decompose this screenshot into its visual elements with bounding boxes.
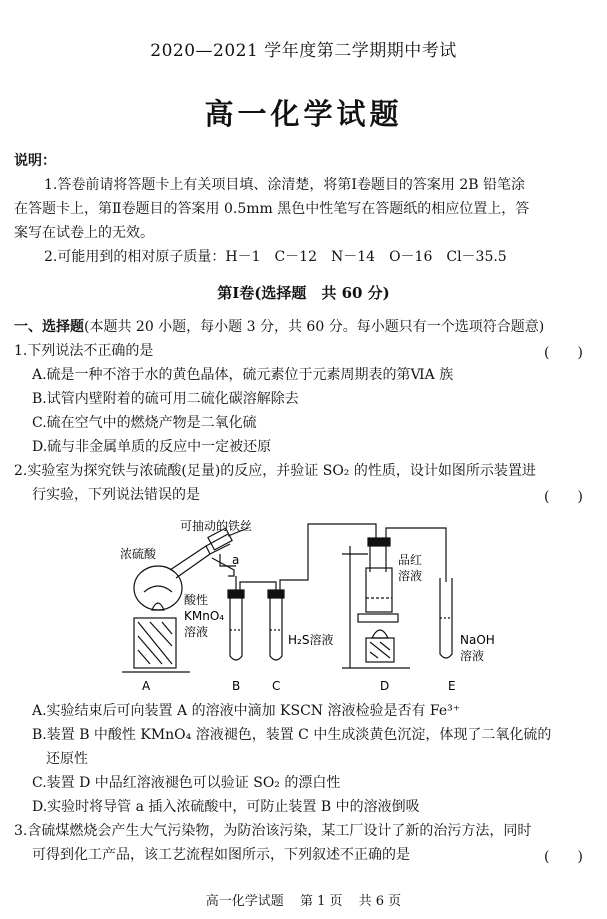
q1-option-b: B.试管内壁附着的硫可用二硫化碳溶解除去 bbox=[32, 391, 299, 407]
label-d: D bbox=[380, 679, 390, 693]
q1-option-d: D.硫与非金属单质的反应中一定被还原 bbox=[32, 439, 272, 455]
q1-option-a: A.硫是一种不溶于水的黄色晶体，硫元素位于元素周期表的第ⅥA 族 bbox=[32, 367, 454, 383]
exam-subtitle: 2020—2021 学年度第二学期期中考试 bbox=[150, 41, 457, 61]
test-tube-b bbox=[228, 576, 244, 660]
footer-title: 高一化学试题 bbox=[205, 894, 284, 909]
instruction-1-line-3: 案写在试卷上的无效。 bbox=[14, 225, 154, 241]
label-naoh-2: 溶液 bbox=[460, 649, 485, 663]
section-heading bbox=[14, 318, 544, 336]
label-kmno4-2: KMnO₄ bbox=[184, 609, 225, 623]
label-h2s: H₂S溶液 bbox=[288, 633, 334, 647]
footer-page-number: 第 1 页 bbox=[299, 894, 343, 909]
q2-stem-line-1: 2.实验室为探究铁与浓硫酸(足量)的反应，并验证 SO₂ 的性质，设计如图所示装置进 bbox=[14, 463, 536, 479]
label-pinhong-2: 溶液 bbox=[398, 569, 423, 583]
label-iron-wire: 可抽动的铁丝 bbox=[180, 519, 253, 533]
label-pinhong-1: 品红 bbox=[398, 553, 423, 567]
test-tube-c bbox=[268, 590, 284, 660]
part1-heading: 第Ⅰ卷(选择题 共 60 分) bbox=[217, 284, 390, 302]
label-kmno4-1: 酸性 bbox=[184, 593, 209, 607]
label-tube-a: a bbox=[232, 553, 240, 567]
burner-a bbox=[122, 603, 190, 672]
q2-option-b: B.装置 B 中酸性 KMnO₄ 溶液褪色，装置 C 中生成淡黄色沉淀，体现了二氧化硫的 bbox=[32, 727, 552, 743]
q2-answer-blank[interactable]: ( ) bbox=[544, 489, 583, 505]
exam-title: 高一化学试题 bbox=[204, 97, 403, 131]
label-kmno4-3: 溶液 bbox=[184, 625, 209, 639]
q1-stem: 1.下列说法不正确的是 bbox=[14, 343, 154, 359]
q2-option-b-cont: 还原性 bbox=[32, 751, 88, 767]
footer-total-pages: 共 6 页 bbox=[358, 894, 402, 909]
q2-apparatus-figure bbox=[110, 518, 510, 696]
q2-option-c: C.装置 D 中品红溶液褪色可以验证 SO₂ 的漂白性 bbox=[32, 775, 341, 791]
q2-stem-line-2: 行实验，下列说法错误的是 bbox=[32, 487, 200, 503]
q3-answer-blank[interactable]: ( ) bbox=[544, 849, 583, 865]
label-b: B bbox=[232, 679, 241, 693]
section-label: 一、选择题 bbox=[14, 319, 84, 335]
label-conc-acid: 浓硫酸 bbox=[120, 547, 157, 561]
instruction-1-line-2: 在答题卡上，第Ⅱ卷题目的答案用 0.5mm 黑色中性笔写在答题纸的相应位置上，答 bbox=[14, 201, 530, 217]
label-naoh-1: NaOH bbox=[460, 633, 495, 647]
q3-stem-line-2: 可得到化工产品，该工艺流程如图所示，下列叙述不正确的是 bbox=[32, 847, 410, 863]
label-c: C bbox=[272, 679, 281, 693]
label-a: A bbox=[142, 679, 151, 693]
instructions-heading: 说明： bbox=[14, 153, 56, 169]
q2-option-d: D.实验时将导管 a 插入浓硫酸中，可防止装置 B 中的溶液倒吸 bbox=[32, 799, 420, 815]
test-tube-e bbox=[440, 578, 452, 658]
instruction-1-line-1: 1.答卷前请将答题卡上有关项目填、涂清楚，将第Ⅰ卷题目的答案用 2B 铅笔涂 bbox=[44, 177, 525, 193]
section-description: (本题共 20 小题，每小题 3 分，共 60 分。每小题只有一个选项符合题意) bbox=[84, 319, 545, 335]
page-footer bbox=[0, 890, 607, 909]
q1-answer-blank[interactable]: ( ) bbox=[544, 345, 583, 361]
q2-option-a: A.实验结束后可向装置 A 的溶液中滴加 KSCN 溶液检验是否有 Fe³⁺ bbox=[32, 703, 461, 719]
instruction-2: 2.可能用到的相对原子质量：H－1 C－12 N－14 O－16 Cl－35.5 bbox=[44, 249, 507, 265]
label-e: E bbox=[448, 679, 456, 693]
q1-option-c: C.硫在空气中的燃烧产物是二氧化硫 bbox=[32, 415, 257, 431]
q3-stem-line-1: 3.含硫煤燃烧会产生大气污染物，为防治该污染，某工厂设计了新的治污方法，同时 bbox=[14, 823, 532, 839]
